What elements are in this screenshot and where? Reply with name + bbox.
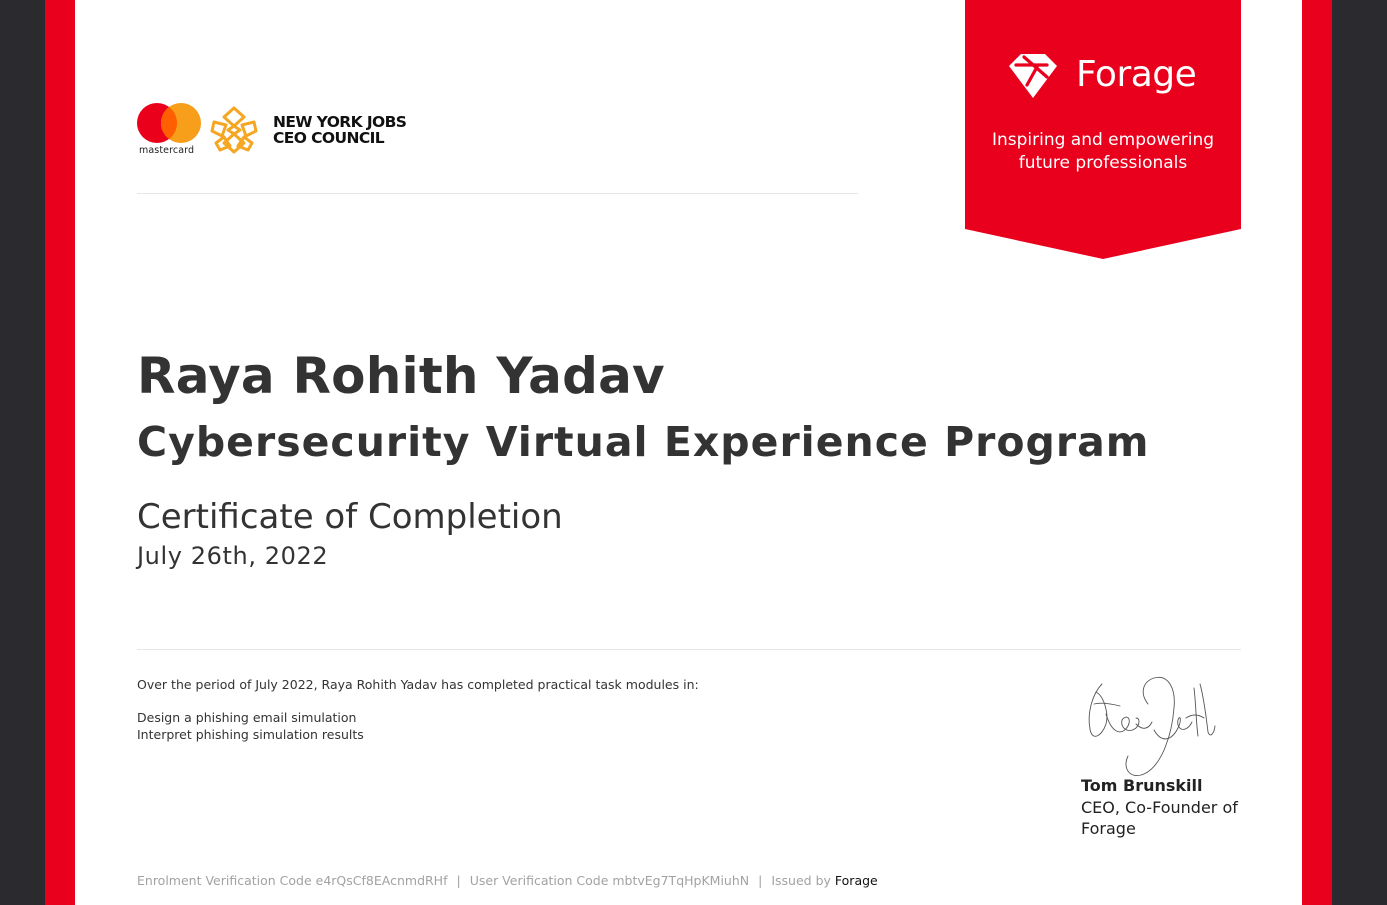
enrolment-verification-code: Enrolment Verification Code e4rQsCf8EAcnmdRHf	[137, 873, 448, 888]
forage-logo	[1005, 52, 1205, 104]
new-york-jobs-line2: CEO COUNCIL	[273, 129, 385, 147]
ribbon-tail	[965, 227, 1241, 260]
body-divider	[137, 649, 1241, 650]
right-red-border	[1302, 0, 1332, 905]
new-york-jobs-emblem-icon	[210, 105, 258, 155]
signatory-name: Tom Brunskill	[1081, 776, 1203, 795]
completion-summary: Over the period of July 2022, Raya Rohith Yadav has completed practical task modules in:	[137, 677, 699, 692]
module-item: Design a phishing email simulation	[137, 710, 357, 725]
forage-gem-icon	[1007, 52, 1059, 100]
new-york-jobs-line1: NEW YORK JOBS	[273, 113, 407, 131]
certificate-label: Certificate of Completion	[137, 497, 563, 537]
mastercard-wordmark: mastercard	[139, 145, 195, 156]
tagline-line1: Inspiring and empowering	[991, 130, 1215, 150]
footer-separator: |	[758, 873, 763, 888]
forage-ribbon-banner	[965, 0, 1241, 260]
handwritten-signature	[1082, 674, 1217, 778]
footer-separator: |	[456, 873, 461, 888]
new-york-jobs-wordmark	[273, 114, 406, 146]
verification-footer	[137, 873, 878, 888]
ribbon-body	[965, 0, 1241, 228]
module-item: Interpret phishing simulation results	[137, 727, 364, 742]
completion-date: July 26th, 2022	[137, 542, 329, 570]
forage-tagline	[965, 129, 1241, 175]
issued-by-label: Issued by	[771, 873, 831, 888]
tagline-line2: future professionals	[1018, 153, 1188, 173]
user-verification-code: User Verification Code mbtvEg7TqHpKMiuhN	[469, 873, 750, 888]
header-divider	[137, 193, 858, 194]
issuer-name: Forage	[834, 873, 878, 888]
module-list	[137, 709, 364, 743]
forage-wordmark: Forage	[1076, 54, 1197, 95]
left-red-border	[45, 0, 75, 905]
recipient-name: Raya Rohith Yadav	[137, 347, 665, 405]
signatory-role: CEO, Co-Founder of Forage	[1081, 798, 1238, 838]
program-title: Cybersecurity Virtual Experience Program	[137, 418, 1150, 466]
